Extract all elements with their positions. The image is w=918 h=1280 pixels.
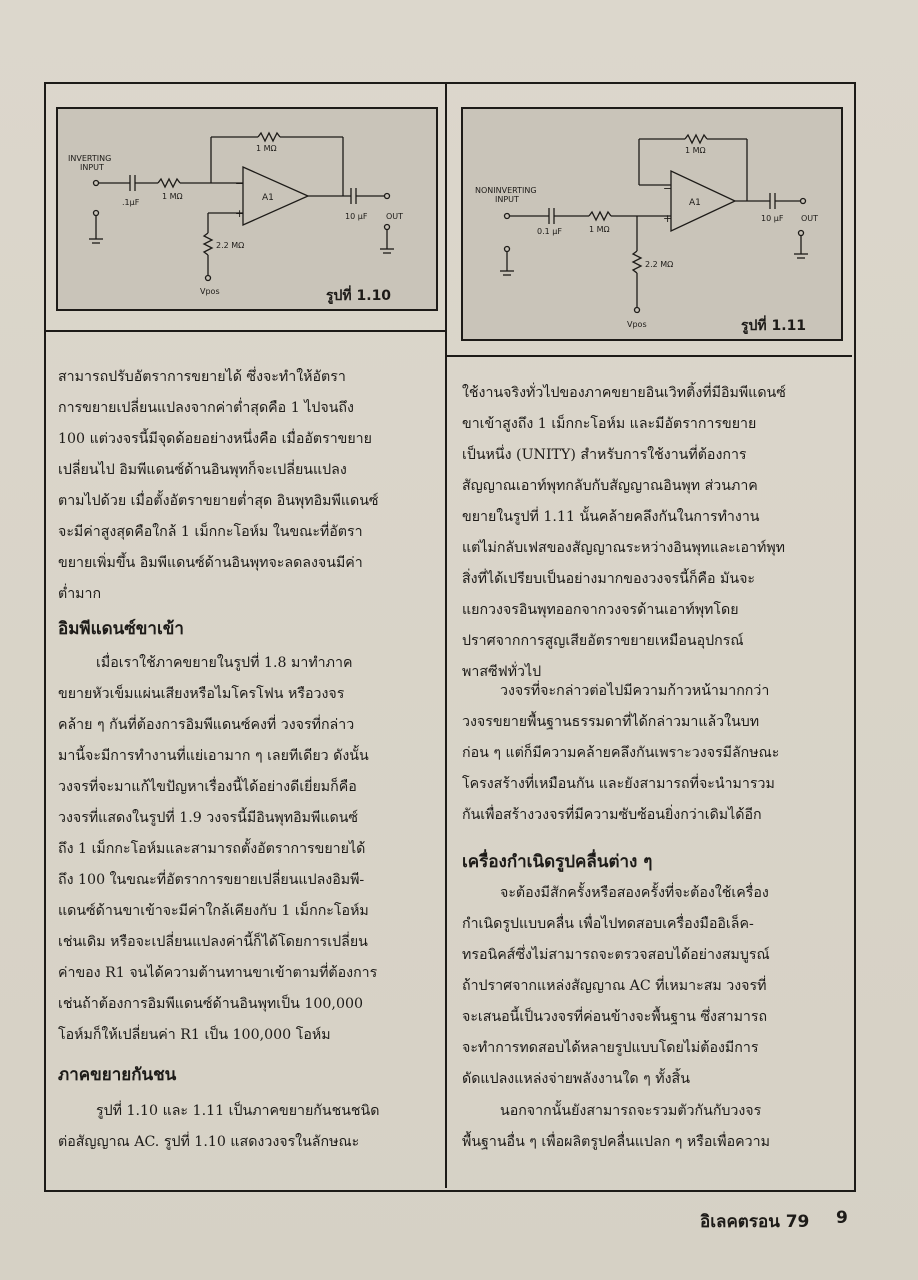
inverting-buffer-schematic	[58, 109, 436, 309]
text-line: นอกจากนั้นยังสามารถจะรวมตัวกันกับวงจร	[500, 1103, 762, 1119]
figure-caption: รูปที่ 1.11	[741, 318, 807, 334]
text-line: สามารถปรับอัตราการขยายได้ ซึ่งจะทำให้อัตรา	[58, 369, 346, 385]
left-figure-separator	[44, 330, 445, 332]
text-line: ปราศจากการสูญเสียอัตราขยายเหมือนอุปกรณ์	[462, 633, 744, 649]
left-paragraph-2	[58, 648, 438, 1051]
right-paragraph-3	[462, 878, 842, 1095]
text-line: ถ้าปราศจากแหล่งสัญญาณ AC ที่เหมาะสม วงจรที่	[462, 978, 767, 994]
figure-1-10	[56, 107, 438, 311]
text-line: จะต้องมีสักครั้งหรือสองครั้งที่จะต้องใช้เครื่อง	[500, 885, 769, 901]
text-line: จะมีค่าสูงสุดคือใกล้ 1 เม็กกะโอห์ม ในขณะที่อัตรา	[58, 524, 363, 540]
out-label: OUT	[386, 212, 404, 221]
figure-caption: รูปที่ 1.10	[326, 288, 392, 304]
text-line: ตามไปด้วย เมื่อตั้งอัตราขยายต่ำสุด อินพุทอิมพีแดนซ์	[58, 493, 379, 509]
right-paragraph-2	[462, 676, 842, 831]
text-line: ทรอนิคส์ซึ่งไม่สามารถจะตรวจสอบได้อย่างสมบูรณ์	[462, 947, 770, 963]
left-paragraph-3	[58, 1096, 438, 1158]
text-line: สิ่งที่ได้เปรียบเป็นอย่างมากของวงจรนี้ก็คือ มันจะ	[462, 571, 756, 587]
r-bias-label: 2.2 MΩ	[645, 260, 674, 269]
text-line: วงจรที่แสดงในรูปที่ 1.9 วงจรนี้มีอินพุทอิมพีแดนซ์	[58, 810, 359, 826]
text-line: ถึง 1 เม็กกะโอห์มและสามารถตั้งอัตราการขยายได้	[58, 841, 366, 857]
text-line: กำเนิดรูปแบบคลื่น เพื่อไปทดสอบเครื่องมืออิเล็ค-	[462, 916, 754, 932]
text-line: ถึง 100 ในขณะที่อัตราการขยายเปลี่ยนแปลงอิมพี-	[58, 872, 365, 888]
text-line: ขยายหัวเข็มแผ่นเสียงหรือไมโครโฟน หรือวงจร	[58, 686, 345, 702]
text-line: ดัดแปลงแหล่งจ่ายพลังงานใด ๆ ทั้งสิ้น	[462, 1071, 690, 1087]
text-line: ค่าของ R1 จนได้ความต้านทานขาเข้าตามที่ต้องการ	[58, 965, 378, 981]
text-line: การขยายเปลี่ยนแปลงจากค่าต่ำสุดคือ 1 ไปจนถึง	[58, 400, 354, 416]
section-heading-input-impedance: อิมพีแดนซ์ขาเข้า	[58, 619, 184, 639]
text-line: แดนซ์ด้านขาเข้าจะมีค่าใกล้เคียงกับ 1 เม็กกะโอห์ม	[58, 903, 369, 919]
text-line: ก่อน ๆ แต่ก็มีความคล้ายคลึงกันเพราะวงจรมีลักษณะ	[462, 745, 780, 761]
text-line: มานี้จะมีการทำงานที่แย่เอามาก ๆ เลยทีเดียว ดังนั้น	[58, 748, 369, 764]
column-divider	[445, 82, 447, 1188]
text-line: กันเพื่อสร้างวงจรที่มีความซับซ้อนยิ่งกว่าเดิมได้อีก	[462, 807, 762, 823]
text-line: เปลี่ยนไป อิมพีแดนซ์ด้านอินพุทก็จะเปลี่ยนแปลง	[58, 462, 347, 478]
r-in-label: 1 MΩ	[162, 192, 183, 201]
c-out-label: 10 µF	[761, 214, 784, 223]
text-line: ขยายในรูปที่ 1.11 นั้นคล้ายคลึงกันในการทำงาน	[462, 509, 760, 525]
noninverting-buffer-schematic	[463, 109, 841, 339]
r-in-label: 1 MΩ	[589, 225, 610, 234]
text-line: พื้นฐานอื่น ๆ เพื่อผลิตรูปคลื่นแปลก ๆ หรือเพื่อความ	[462, 1134, 770, 1150]
text-line: พาสซีฟทั่วไป	[462, 664, 542, 680]
minus-sign: −	[235, 177, 245, 190]
text-line: เช่นถ้าต้องการอิมพีแดนซ์ด้านอินพุทเป็น 100,000	[58, 996, 364, 1012]
amp-label: A1	[689, 198, 701, 208]
magazine-name: อิเลคตรอน 79	[700, 1212, 810, 1232]
text-line: วงจรที่จะมาแก้ไขปัญหาเรื่องนี้ได้อย่างดีเยี่ยมก็คือ	[58, 779, 357, 795]
text-line: คล้าย ๆ กันที่ต้องการอิมพีแดนซ์คงที่ วงจรที่กล่าว	[58, 717, 355, 733]
c-in-label: .1µF	[122, 198, 140, 207]
text-line: ใช้งานจริงทั่วไปของภาคขยายอินเวิทติ้งที่มีอิมพีแดนซ์	[462, 385, 786, 401]
vpos-label: Vpos	[200, 287, 220, 296]
vpos-label: Vpos	[627, 320, 647, 329]
text-line: ต่อสัญญาณ AC. รูปที่ 1.10 แสดงวงจรในลักษณะ	[58, 1134, 360, 1150]
input-label-2: INPUT	[495, 195, 519, 204]
input-label-2: INPUT	[80, 163, 104, 172]
text-line: แต่ไม่กลับเฟสของสัญญาณระหว่างอินพุทและเอาท์พุท	[462, 540, 786, 556]
left-paragraph-1	[58, 362, 438, 610]
text-line: จะเสนอนี้เป็นวงจรที่ค่อนข้างจะพื้นฐาน ซึ่งสามารถ	[462, 1009, 768, 1025]
text-line: สัญญาณเอาท์พุทกลับกับสัญญาณอินพุท ส่วนภาค	[462, 478, 758, 494]
text-line: รูปที่ 1.10 และ 1.11 เป็นภาคขยายกันชนชนิด	[96, 1103, 380, 1119]
text-line: ต่ำมาก	[58, 586, 102, 602]
text-line: ขาเข้าสูงถึง 1 เม็กกะโอห์ม และมีอัตราการขยาย	[462, 416, 757, 432]
input-label-1: INVERTING	[68, 154, 112, 163]
out-label: OUT	[801, 214, 819, 223]
text-line: แยกวงจรอินพุทออกจากวงจรด้านเอาท์พุทโดย	[462, 602, 739, 618]
text-line: จะทำการทดสอบได้หลายรูปแบบโดยไม่ต้องมีการ	[462, 1040, 759, 1056]
section-heading-waveform-generators: เครื่องกำเนิดรูปคลื่นต่าง ๆ	[462, 852, 653, 872]
minus-sign: −	[663, 182, 673, 195]
text-line: โครงสร้างที่เหมือนกัน และยังสามารถที่จะนำมารวม	[462, 776, 775, 792]
text-line: ขยายเพิ่มขึ้น อิมพีแดนซ์ด้านอินพุทจะลดลงจนมีค่า	[58, 555, 363, 571]
r-bias-label: 2.2 MΩ	[216, 241, 245, 250]
text-line: เป็นหนึ่ง (UNITY) สำหรับการใช้งานที่ต้องการ	[462, 447, 747, 463]
c-in-label: 0.1 µF	[537, 227, 562, 236]
figure-1-11	[461, 107, 843, 341]
amp-label: A1	[262, 193, 274, 203]
text-line: เมื่อเราใช้ภาคขยายในรูปที่ 1.8 มาทำภาค	[96, 655, 353, 671]
text-line: โอห์มก็ให้เปลี่ยนค่า R1 เป็น 100,000 โอห์ม	[58, 1027, 331, 1043]
input-label-1: NONINVERTING	[475, 186, 537, 195]
right-figure-separator	[447, 355, 852, 357]
section-heading-buffer-amplifier: ภาคขยายกันชน	[58, 1065, 177, 1085]
plus-sign: +	[235, 207, 245, 220]
right-paragraph-1	[462, 378, 842, 688]
text-line: วงจรที่จะกล่าวต่อไปมีความก้าวหน้ามากกว่า	[500, 683, 770, 699]
r-fb-label: 1 MΩ	[685, 146, 706, 155]
text-line: 100 แต่วงจรนี้มีจุดด้อยอย่างหนึ่งคือ เมื่ออัตราขยาย	[58, 431, 372, 447]
right-paragraph-4	[462, 1096, 842, 1158]
c-out-label: 10 µF	[345, 212, 368, 221]
page-number: 9	[836, 1208, 848, 1228]
text-line: วงจรขยายพื้นฐานธรรมดาที่ได้กล่าวมาแล้วในบท	[462, 714, 760, 730]
r-fb-label: 1 MΩ	[256, 144, 277, 153]
text-line: เช่นเดิม หรือจะเปลี่ยนแปลงค่านี้ก็ได้โดยการเปลี่ยน	[58, 934, 368, 950]
plus-sign: +	[663, 212, 673, 225]
